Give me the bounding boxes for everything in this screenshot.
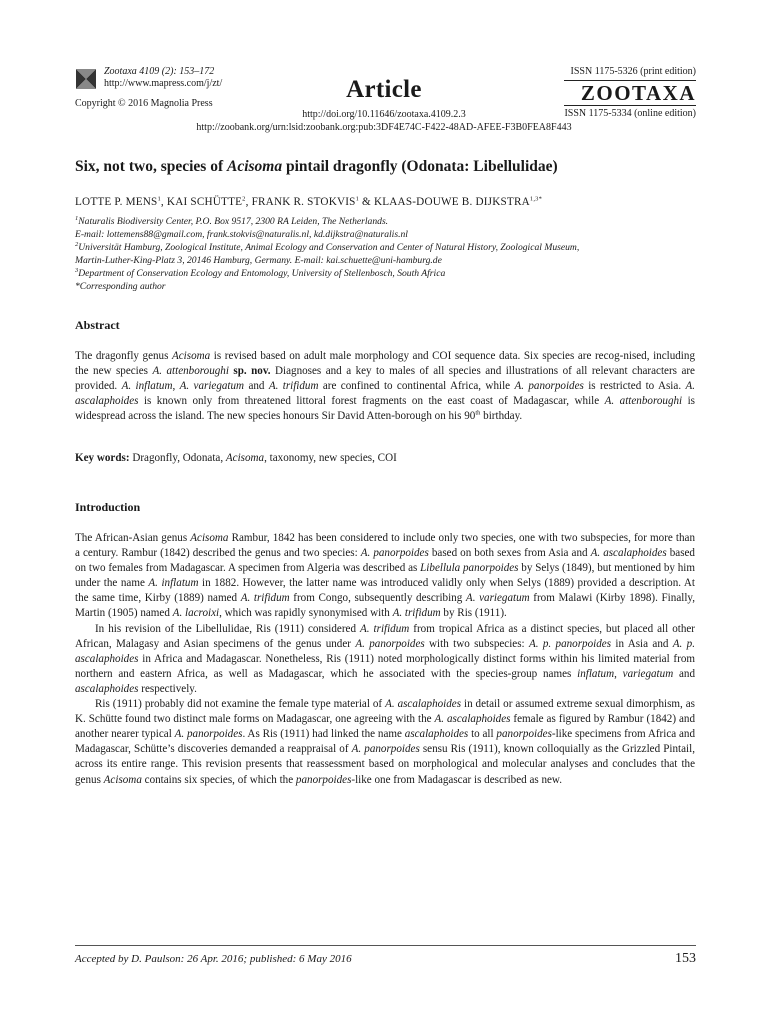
article-label: Article xyxy=(346,76,422,103)
authors: LOTTE P. MENS$^1$, KAI SCHÜTTE$^2$, FRANK R. STOKVIS$^1$ & KLAAS-DOUWE B. $DIJKSTRA^{1,3*}$ xyxy=(75,195,543,208)
affiliation-1: $^1$Naturalis Biodiversity Center, P.O. Box 9517, 2300 RA Leiden, The Netherlands. xyxy=(75,214,389,227)
page-number: 153 xyxy=(675,951,696,966)
acceptance-note: Accepted by D. Paulson: 26 Apr. 2016; published: 6 May 2016 xyxy=(75,953,352,965)
paper-title: Six, not two, species of Acisoma pintail dragonfly (Odonata: Libellulidae) xyxy=(75,158,558,175)
keywords: Key words: Dragonfly, Odonata, Acisoma, taxonomy, new species, COI xyxy=(75,452,397,464)
affiliations xyxy=(75,215,705,294)
journal-citation: Zootaxa 4109 (2): 153–172 xyxy=(104,66,215,77)
doi-block xyxy=(0,109,768,134)
abstract-heading: Abstract xyxy=(75,318,120,332)
issn-print: ISSN 1175-5326 (print edition) xyxy=(570,66,696,77)
corresponding-note: *Corresponding author xyxy=(75,281,166,293)
zootaxa-brand: ZOOTAXA xyxy=(564,80,696,106)
affiliation-3: $^3$Department of Conservation Ecology and Entomology, University of Stellenbosch, South Africa xyxy=(75,267,446,280)
doi-link[interactable]: http://doi.org/10.11646/zootaxa.4109.2.3 xyxy=(302,109,466,120)
issn-online: ISSN 1175-5334 (online edition) xyxy=(564,108,696,119)
affiliation-2-address: Martin-Luther-King-Platz 3, 20146 Hamburg, Germany. E-mail: kai.schuette@uni-hamburg.de xyxy=(75,255,442,267)
intro-paragraph-2: In his revision of the Libellulidae, Ris (1911) considered A. trifidum from tropical Africa as a distinct species, but placed all other African, Malagasy and Asian specimens of the genus under A. panorpoides with two subspecies: A. p. panorpoides in Asia and A. p. ascalaphoides in Africa and Madagascar. Nonetheless, Ris (1911) noted morphologically distinct forms within his limited material from northern and eastern Africa, as well as Madagascar, which he associated with the species-group names inflatum, variegatum and ascalaphoides respectively. xyxy=(75,622,696,695)
introduction-body xyxy=(75,531,695,788)
zoobank-link[interactable]: http://zoobank.org/urn:lsid:zoobank.org:pub:3DF4E74C-F422-48AD-AFEE-F3B0FEA8F443 xyxy=(196,121,572,133)
copyright: Copyright © 2016 Magnolia Press xyxy=(75,98,213,109)
affiliation-2: $^2$Universität Hamburg, Zoological Institute, Animal Ecology and Conservation and Center of Natural History, Zoological Museum, xyxy=(75,241,580,254)
intro-paragraph-3: Ris (1911) probably did not examine the female type material of A. ascalaphoides in detail or assumed extreme sexual dimorphism, as K. Schütte found two distinct male forms on Madagascar, one agreeing with the A. ascalaphoides female as figured by Rambur (1842) and another nearer typical A. panorpoides. As Ris (1911) had linked the name ascalaphoides to all panorpoides-like specimens from Africa and Madagascar, Schütte’s discoveries demanded a reappraisal of A. panorpoides sensu Ris (1911), known colloquially as the Grizzled Pintail, across its entire range. This revision presents that reassessment based on morphological and molecular analyses and concludes that the genus Acisoma contains six species, of which the panorpoides-like one from Madagascar is described as new. xyxy=(75,698,695,786)
affiliation-1-email: E-mail: lottemens88@gmail.com, frank.stokvis@naturalis.nl, kd.dijkstra@naturalis.nl xyxy=(75,229,408,241)
journal-url[interactable]: http://www.mapress.com/j/zt/ xyxy=(104,78,223,89)
intro-paragraph-1: The African-Asian genus Acisoma Rambur, 1842 has been considered to include only two species, one with two subspecies, for more than a century. Rambur (1842) described the genus and two species: A. panorpoides based on both sexes from Asia and A. ascalaphoides based on two females from Madagascar. A specimen from Algeria was described as Libellula panorpoides by Selys (1849), but mentioned by him under the name A. inflatum in 1882. However, the latter name was introduced validly only when Selys (1889) provided a description. At the same time, Kirby (1889) named A. trifidum from Congo, subsequently describing A. variegatum from Malawi (Kirby 1898). Finally, Martin (1905) named A. lacroixi, which was rapidly synonymised with A. trifidum by Ris (1911). xyxy=(75,532,696,620)
footer-divider xyxy=(75,945,696,946)
introduction-heading: Introduction xyxy=(75,500,141,514)
abstract-text: The dragonfly genus Acisoma is revised based on adult male morphology and COI sequence data. Six species are recog-nised, including the new species A. attenboroughi sp. nov. Diagnoses and a key to males of all species and illustrations of all relevant characters are provided. A. inflatum, A. variegatum and A. trifidum are confined to continental Africa, while A. panorpoides is restricted to Asia. A. ascalaphoides is known only from threatened littoral forest fragments on the east coast of Madagascar, while A. attenboroughi is widespread across the island. The new species honours Sir David Atten-borough on his 90th birthday. xyxy=(75,350,696,423)
